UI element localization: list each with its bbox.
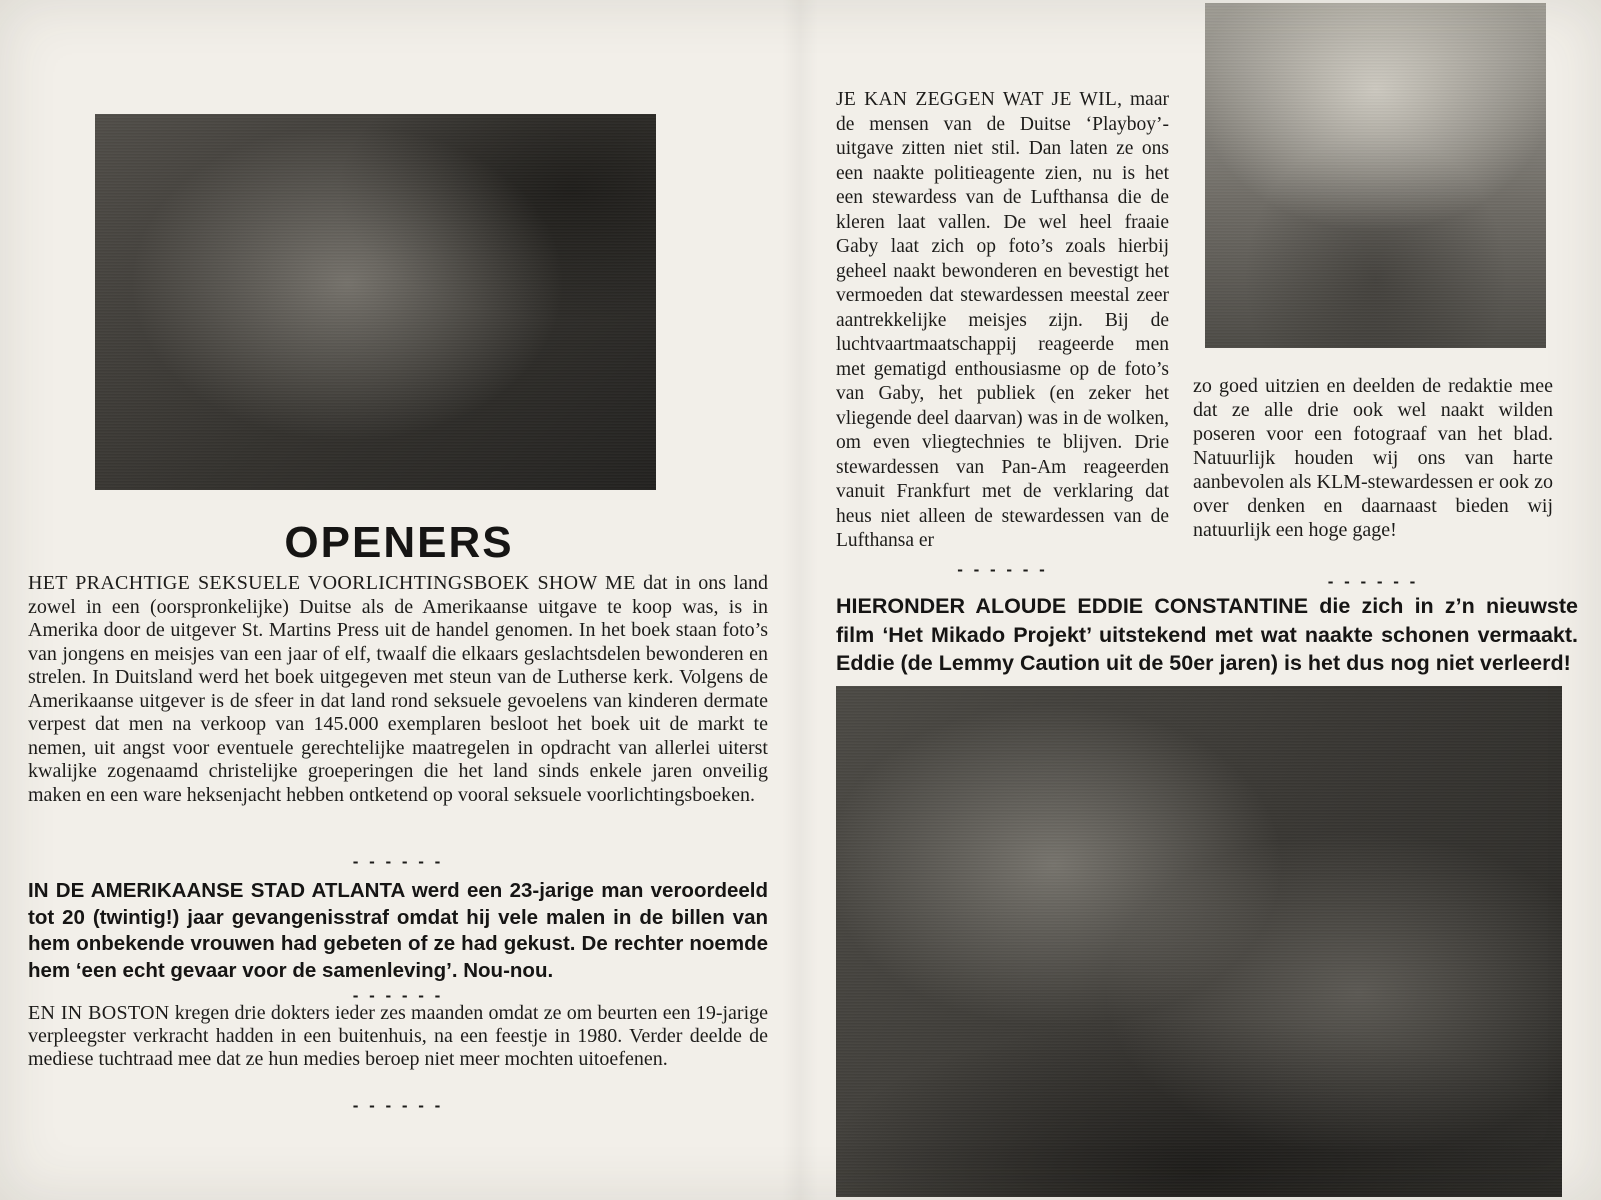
article-show-me-text: dat in ons land zowel in een (oorspronkelijke) Duitse als de Amerikaanse uitgave te koop was, is in Amerika door de uitgever St. Martins Press uit de handel genomen. In het boek staan foto’s van jongens en meisjes van een jaar of elf, twaalf die elkaars geslachtsdelen bewonderen en strelen. In Duitsland werd het boek uitgegeven met steun van de Lutherse kerk. Volgens de Amerikaanse uitgever is de sfeer in dat land rond seksuele gevoelens van kinderen dermate verpest dat men na verkoop van 145.000 exemplaren besloot het boek uit de markt te nemen, uit angst voor eventuele gerechtelijke maatregelen in opdracht van allerlei uiterst kwalijke zogenaamd christelijke groeperingen die het land sinds enkele jaren onveilig maken en een ware heksenjacht hebben ontketend op vooral seksuele voorlichtingsboeken. <box>28 572 768 806</box>
caption-eddie-constantine <box>836 592 1578 678</box>
article-atlanta <box>28 878 768 984</box>
page-gutter <box>782 0 818 1200</box>
dashes-separator: - - - - - - <box>352 852 444 871</box>
article-stewardess-text: maar de mensen van de Duitse ‘Playboy’-uitgave zitten niet stil. Dan laten ze ons een naakte politieagente zien, nu is het een stewardess van de Lufthansa die de kleren laat vallen. De wel heel fraaie Gaby laat zich op foto’s zoals hierbij geheel naakt bewonderen en bevestigt het vermoeden dat stewardessen meestal zeer aantrekkelijke meisjes zijn. Bij de luchtvaartmaatschappij reageerde men met gematigd enthousiasme op de foto’s van Gaby, het publiek (en zeker het vliegende deel daarvan) was in de wolken, om even vliegtechnies te blijven. Drie stewardessen van Pan-Am reageerden vanuit Frankfurt met de verklaring dat heus niet alleen de stewardessen van de Lufthansa er <box>836 89 1169 551</box>
caption-eddie-lead: HIERONDER ALOUDE EDDIE CONSTANTINE <box>836 594 1309 618</box>
photo-top-right <box>1205 3 1546 348</box>
photo-top-left <box>95 114 656 490</box>
article-atlanta-text: werd een 23-jarige man veroordeeld tot 20 (twintig!) jaar gevangenisstraf omdat hij vele malen in de billen van hem onbekende vrouwen had gebeten of ze had gekust. De rechter noemde hem ‘een echt gevaar voor de samenleving’. Nou-nou. <box>28 879 769 982</box>
article-atlanta-lead: IN DE AMERIKAANSE STAD ATLANTA <box>28 879 405 902</box>
article-boston-text: kregen drie dokters ieder zes maanden omdat ze om beurten een 19-jarige verpleegster verkracht hadden in een buitenhuis, na een feestje in 1980. Verder deelde de mediese tuchtraad mee dat ze hun medies beroep niet meer mochten uitoefenen. <box>28 1002 769 1070</box>
article-show-me <box>28 572 768 807</box>
dashes-separator: - - - - - - <box>352 1096 444 1115</box>
article-stewardess-lead: JE KAN ZEGGEN WAT JE WIL, <box>836 89 1123 110</box>
article-stewardess-continued: zo goed uitzien en deelden de redaktie mee dat ze alle drie ook wel naakt wilden poseren voor een fotograaf van het blad. Natuurlijk houden wij ons van harte aanbevolen als KLM-stewardessen er ook zo over denken en daarnaast bieden wij natuurlijk een hoge gage! <box>1193 375 1553 541</box>
dashes-separator: - - - - - - <box>957 560 1048 579</box>
dashes-separator: - - - - - - <box>352 986 444 1005</box>
article-boston-lead: EN IN BOSTON <box>28 1002 170 1024</box>
page-title: OPENERS <box>284 518 514 567</box>
article-show-me-lead: HET PRACHTIGE SEKSUELE VOORLICHTINGSBOEK SHOW ME <box>28 572 636 594</box>
article-stewardess <box>836 88 1169 554</box>
photo-bottom-right <box>836 686 1562 1197</box>
dashes-separator: - - - - - - <box>1327 572 1419 591</box>
article-boston <box>28 1002 768 1071</box>
caption-eddie-text: die zich in z’n nieuwste film ‘Het Mikado Projekt’ uitstekend met wat naakte schonen vermaakt. Eddie (de Lemmy Caution uit de 50er jaren) is het dus nog niet verleerd! <box>836 594 1578 675</box>
